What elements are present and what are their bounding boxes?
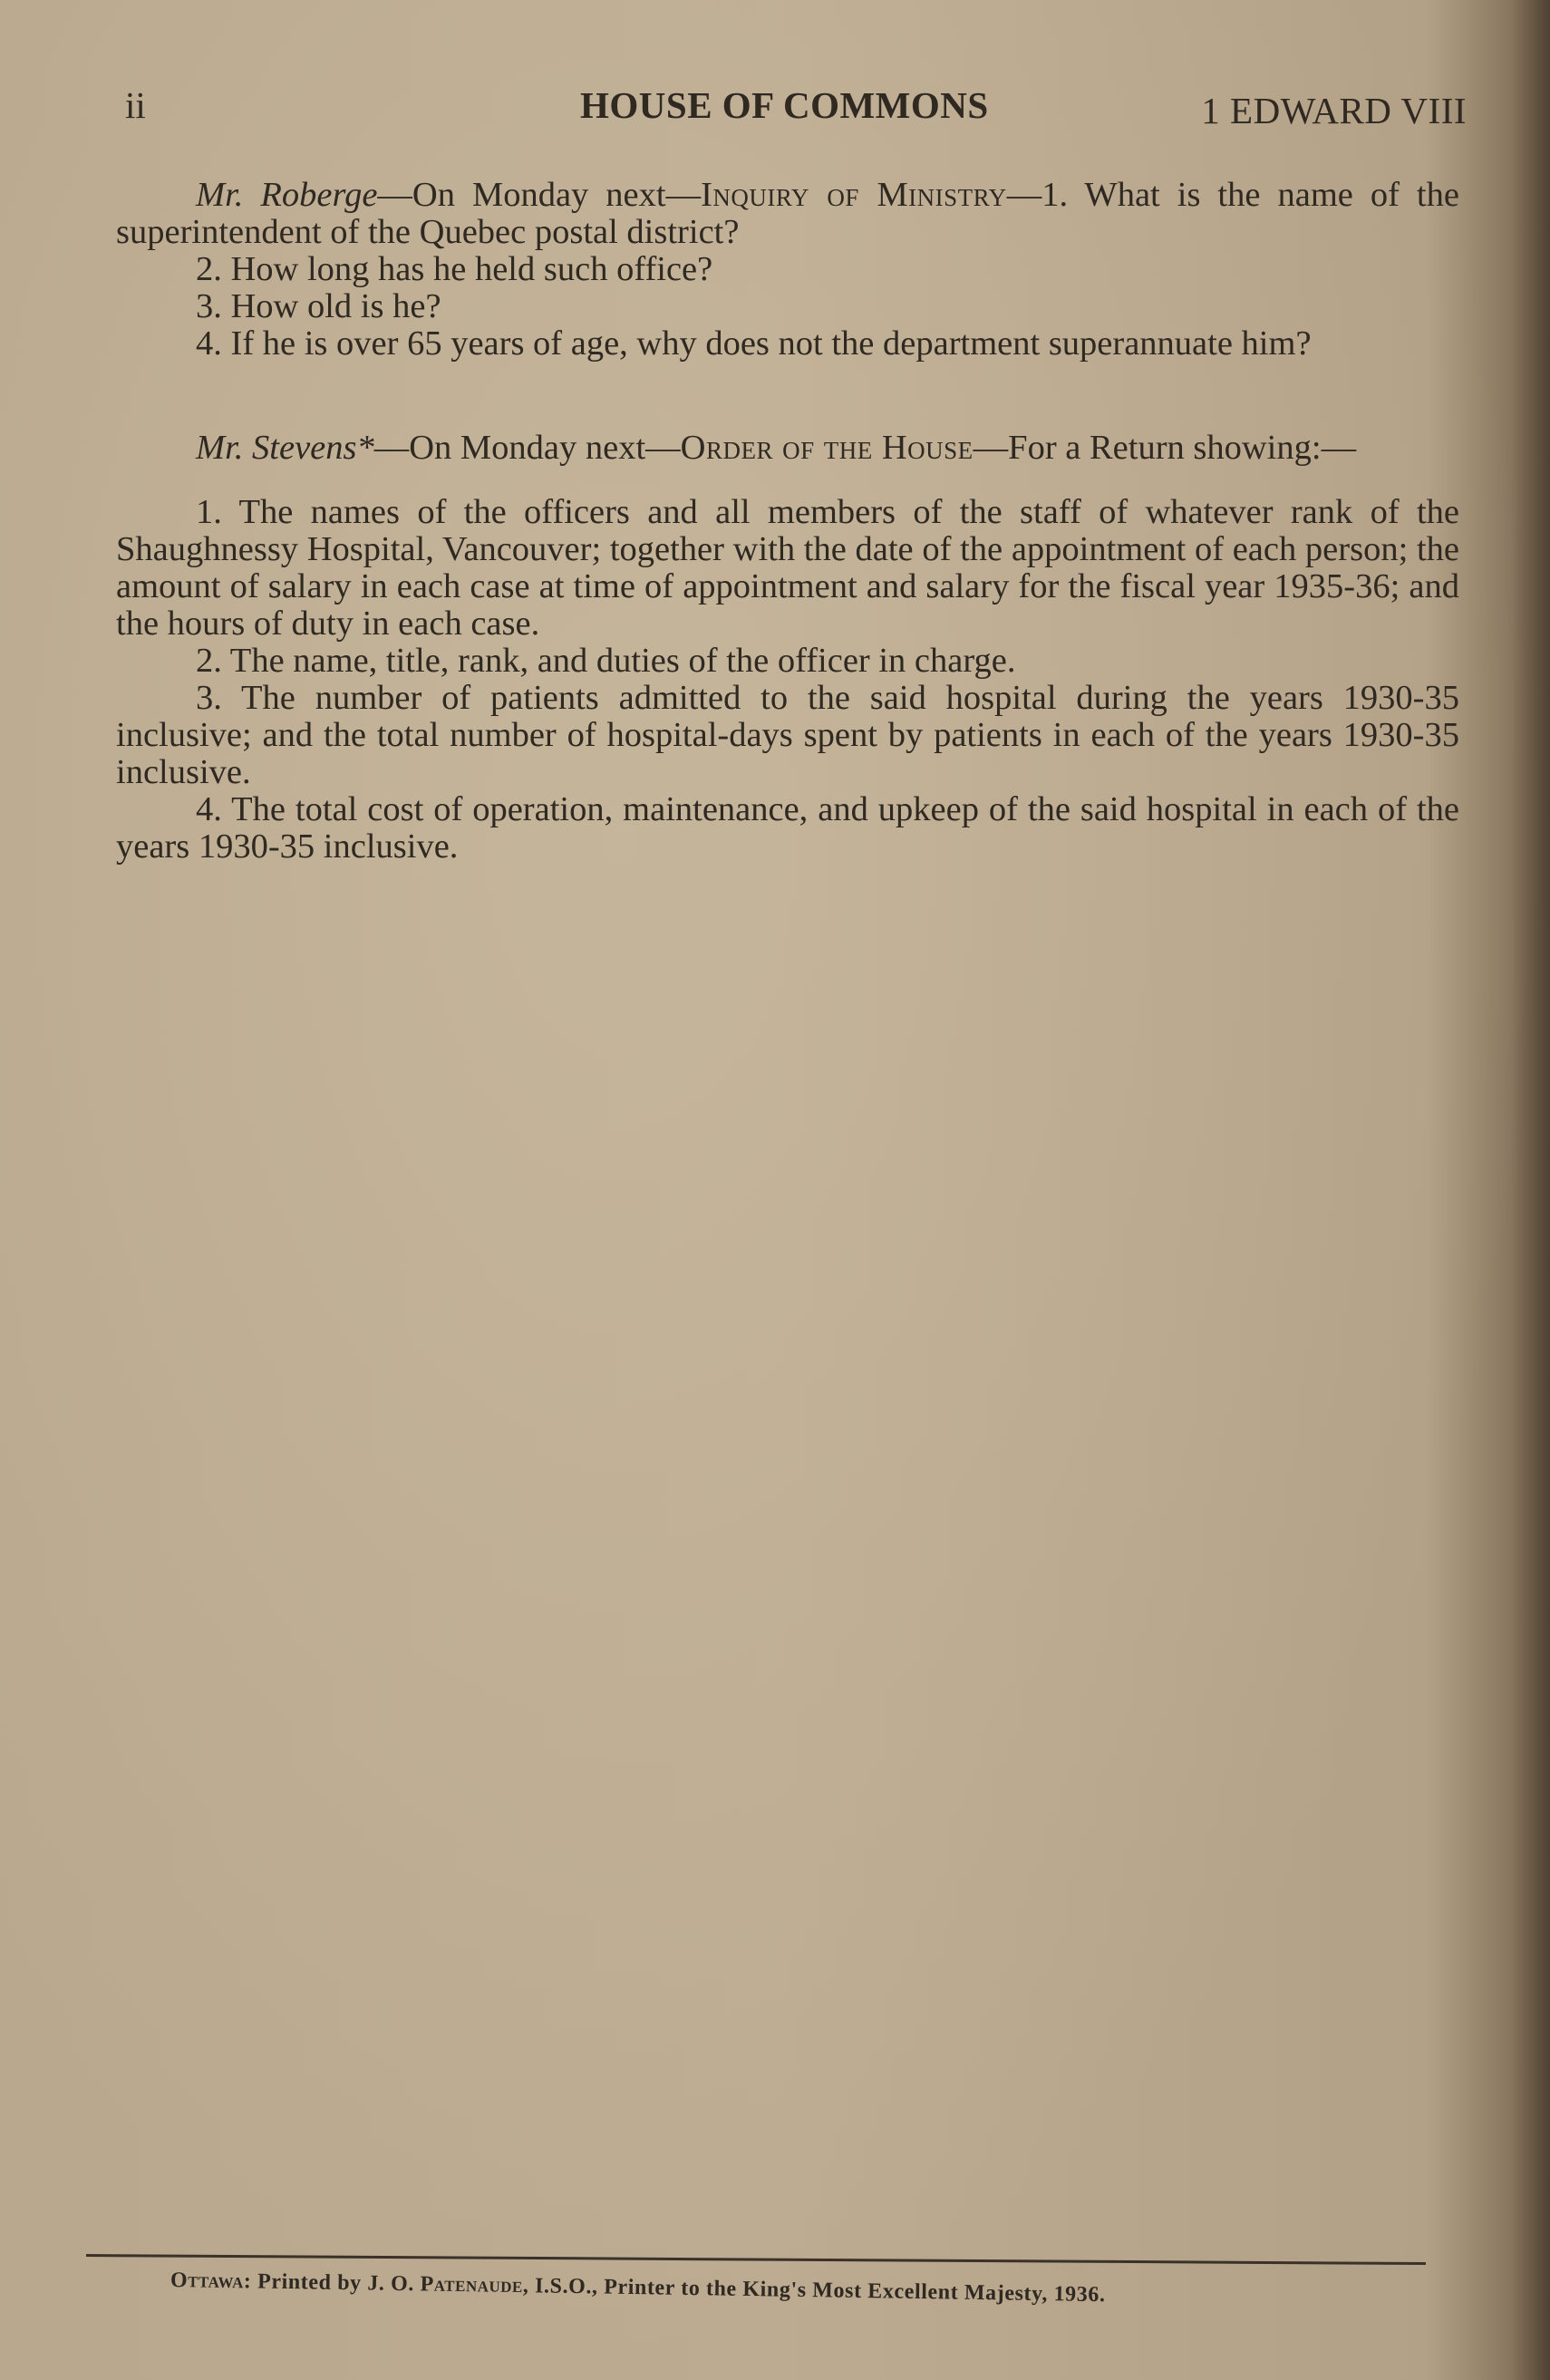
notice-lead <box>116 430 1459 467</box>
footer-rule <box>86 2254 1426 2265</box>
notice-intro: —On Monday next— <box>373 429 681 467</box>
printer-imprint <box>170 2269 1106 2307</box>
member-name: Mr. Roberge <box>196 176 378 214</box>
notice-question-4: 4. If he is over 65 years of age, why does not the department superannuate him? <box>196 324 1312 363</box>
notice-type: Inquiry of Ministry <box>701 176 1007 214</box>
regnal-year: 1 EDWARD VIII <box>1201 90 1467 131</box>
notice-question-2: 2. How long has he held such office? <box>196 250 713 288</box>
imprint-text-b: , I.S.O., Printer to the King's Most Excellent Majesty, 1936. <box>522 2274 1106 2307</box>
running-header <box>125 83 1467 138</box>
imprint-place: Ottawa <box>170 2269 245 2294</box>
member-name: Mr. Stevens* <box>196 429 374 467</box>
notice-lead-text: —For a Return showing:— <box>973 429 1357 467</box>
imprint-printer: Patenaude <box>420 2272 524 2298</box>
running-title: HOUSE OF COMMONS <box>580 84 989 126</box>
notice-question-1 <box>116 177 1459 251</box>
question-1-text: —1. What is the name of the superintendent of the Quebec postal district? <box>116 176 1459 251</box>
notice-stevens <box>116 430 1459 866</box>
notices-body <box>116 177 1459 866</box>
imprint-text-a: : Printed by J. O. <box>243 2269 421 2297</box>
return-item: 2. The name, title, rank, and duties of the officer in charge. <box>196 642 1016 680</box>
page-folio: ii <box>125 84 146 126</box>
return-item: 4. The total cost of operation, maintenance, and upkeep of the said hospital in each of the years 1930-35 inclusive. <box>116 790 1459 866</box>
return-item: 3. The number of patients admitted to the said hospital during the years 1930-35 inclusive; and the total number of hospital-days spent by patients in each of the years 1930-35 inclusive. <box>116 679 1459 791</box>
notice-intro: —On Monday next— <box>377 176 702 214</box>
notice-type: Order of the House <box>680 429 974 467</box>
notice-question-3: 3. How old is he? <box>196 287 441 325</box>
page-edge-shadow <box>1512 0 1550 2380</box>
return-item: 1. The names of the officers and all members of the staff of whatever rank of the Shaughnessy Hospital, Vancouver; together with the date of the appointment of each person; the amount of salary in each case at time of appointment and salary for the fiscal year 1935-36; and the hours of duty in each case. <box>116 493 1459 643</box>
notice-roberge <box>116 177 1459 363</box>
